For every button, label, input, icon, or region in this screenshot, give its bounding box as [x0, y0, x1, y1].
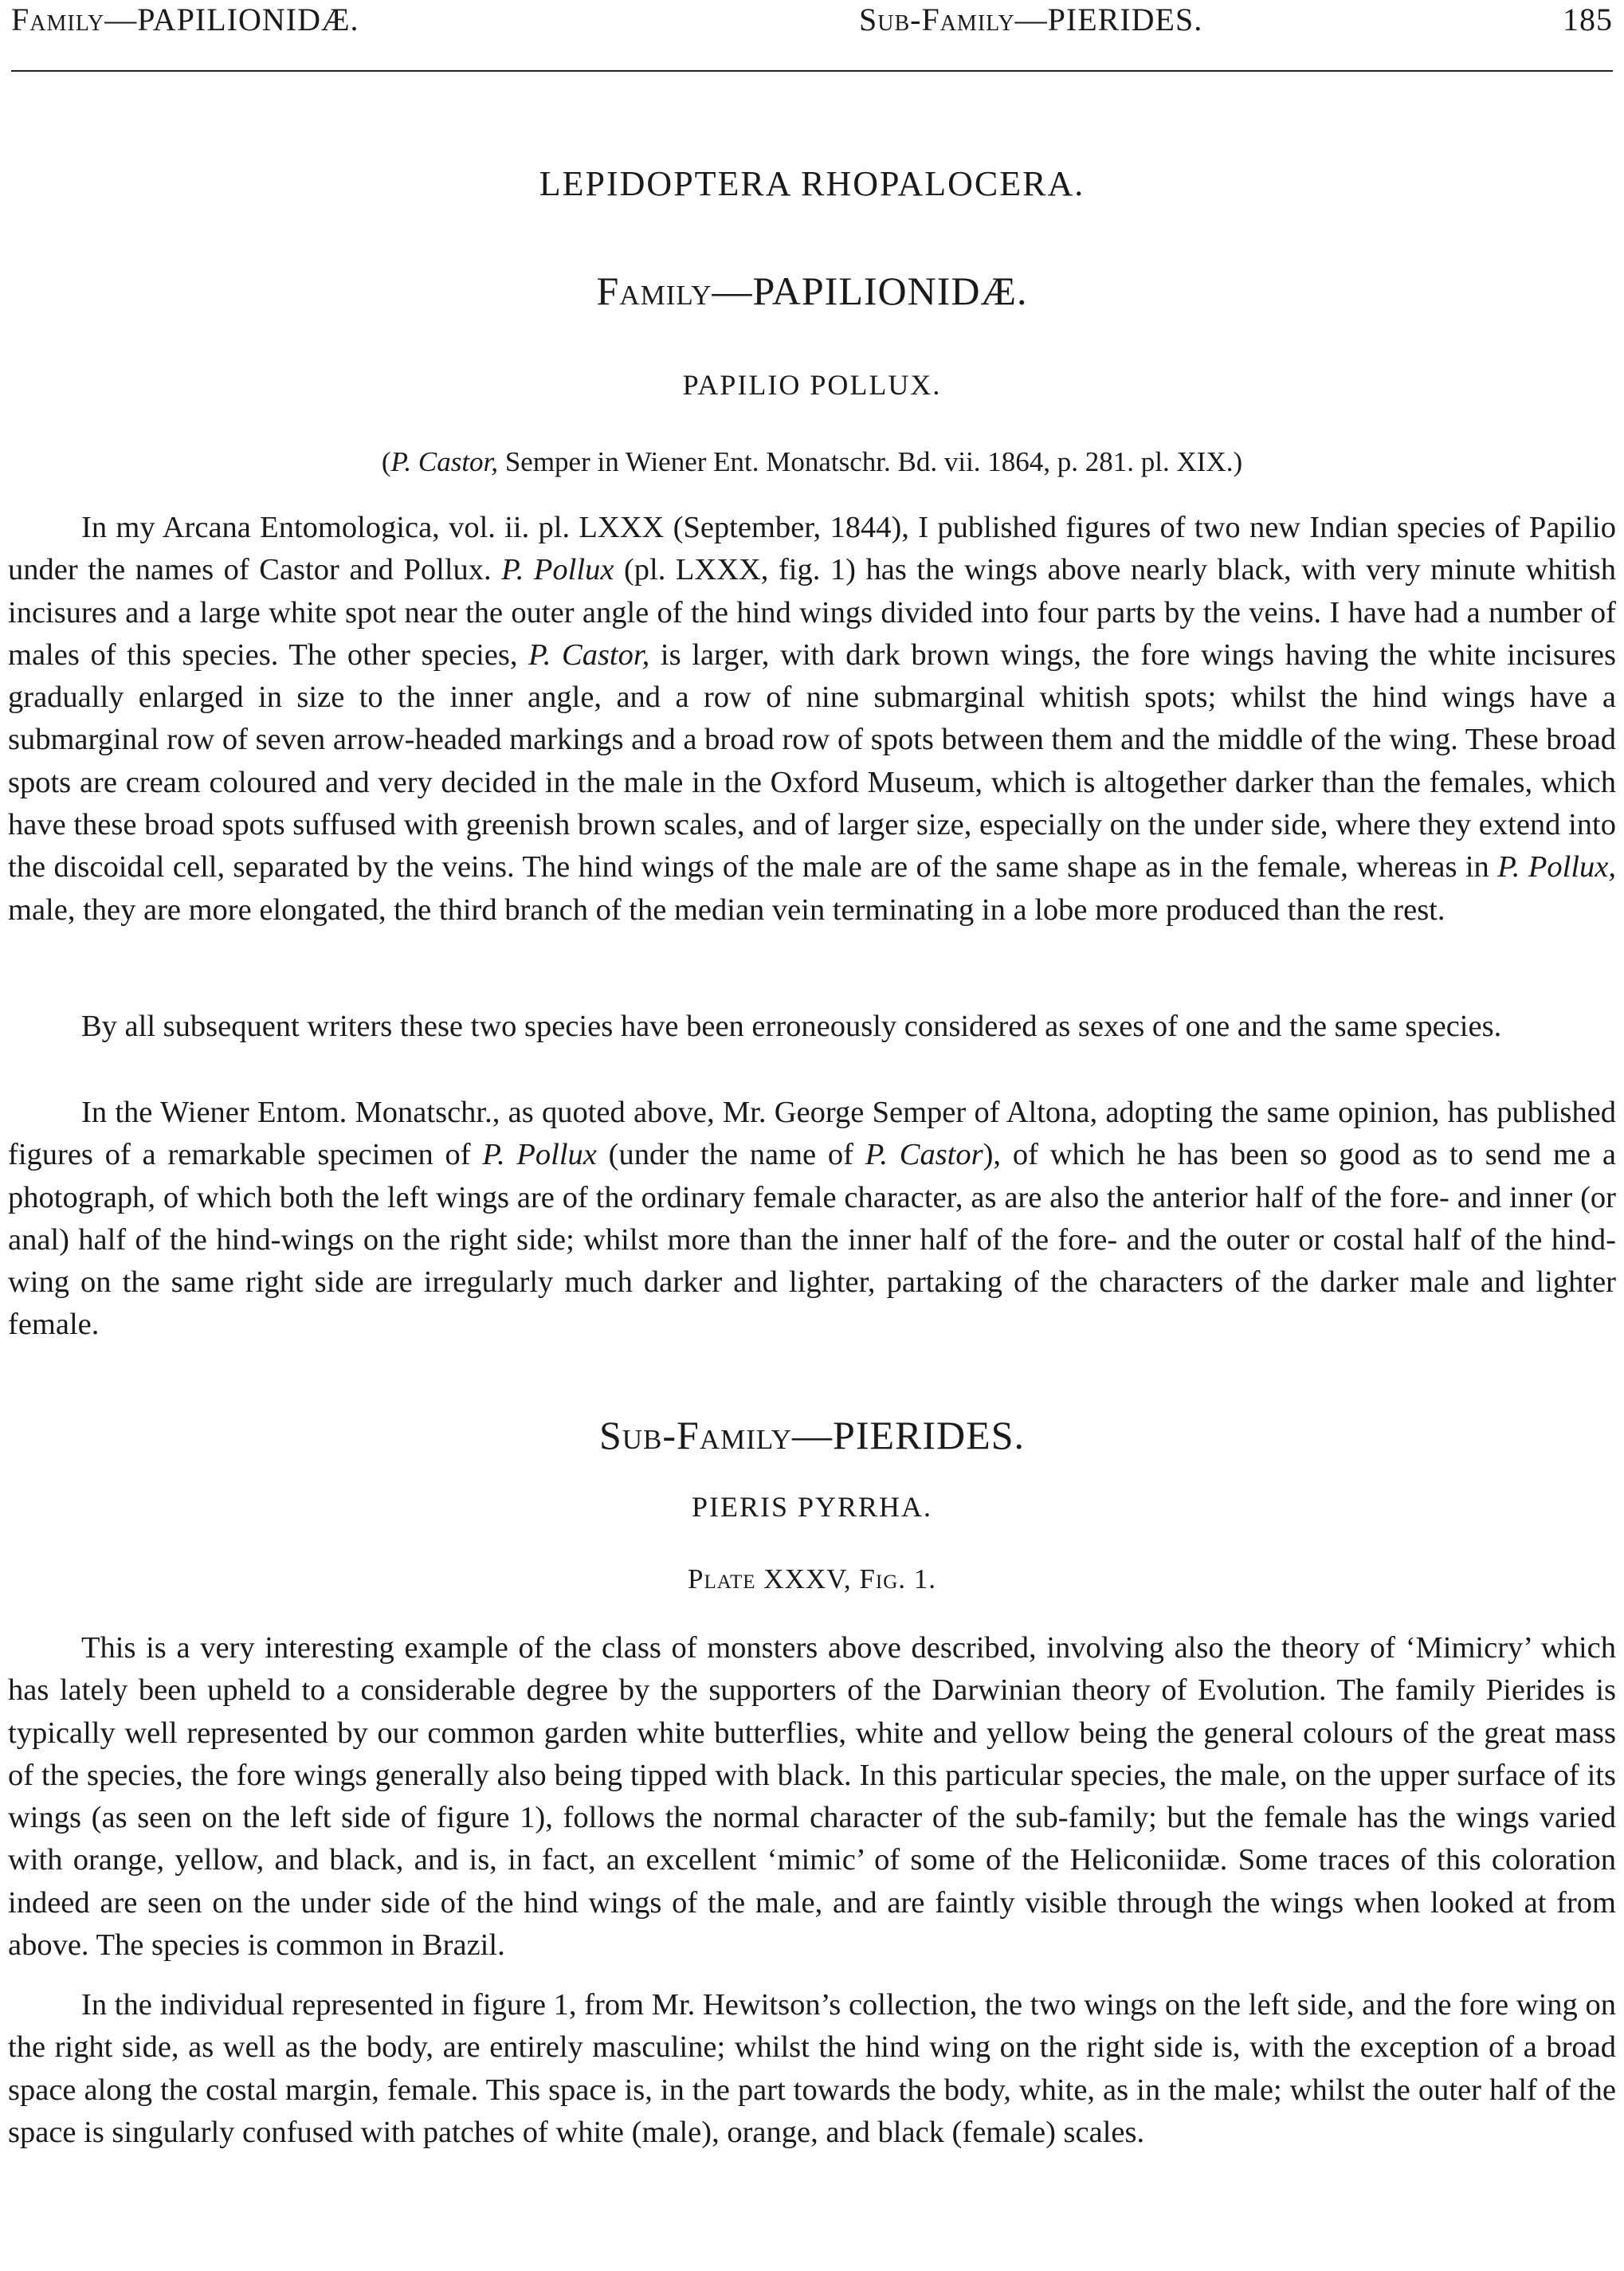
p3-italic-castor: P. Castor [865, 1138, 983, 1172]
header-family: Family—PAPILIONIDÆ. [11, 2, 359, 37]
paragraph-semper-specimen [8, 1092, 1616, 1347]
species-heading-pieris: PIERIS PYRRHA. [691, 1491, 933, 1523]
header-subfamily: Sub-Family—PIERIDES. [859, 2, 1203, 37]
p1-italic-pollux: P. Pollux [501, 553, 614, 587]
p3-text-b: (under the name of [596, 1138, 865, 1172]
p3-text-c: ), of which he has been so good as to send me a photograph, of which both the left wings are of the ordinary female character, as are also the anterior half of the fore- and inner (or anal) half of the hind-wings on the right side; whilst more than the inner half of the fore- and the outer or costal half of the hind-wing on the same right side are irregularly much darker and lighter, partaking of the characters of the darker male and lighter female. [8, 1138, 1616, 1342]
p1-text-c: is larger, with dark brown wings, the fore wings having the white incisures gradually enlarged in size to the inner angle, and a row of nine submarginal whitish spots; whilst the hind wings have a submarginal row of seven arrow-headed markings and a broad row of spots between them and the middle of the wing. These broad spots are cream coloured and very decided in the male in the Oxford Museum, which is altogether darker than the females, which have these broad spots suffused with greenish brown scales, and of larger size, especially on the under side, where they extend into the discoidal cell, separated by the veins. The hind wings of the male are of the same shape as in the female, whereas in [8, 637, 1616, 884]
p1-text-b: (pl. LXXX, fig. 1) has the wings above nearly black, with very minute whitish incisures and a large white spot near the outer angle of the hind wings divided into four parts by the veins. I have had a number of males of this species. The other species, [8, 553, 1616, 672]
family-heading: Family—PAPILIONIDÆ. [596, 269, 1028, 313]
p1-text-d: male, they are more elongated, the third branch of the median vein terminating in a lobe more produced than the rest. [8, 892, 1446, 927]
p3-italic-pollux: P. Pollux [482, 1138, 597, 1172]
p1-italic-castor: P. Castor, [528, 637, 650, 672]
paragraph-erroneous-sexes: By all subsequent writers these two species have been erroneously considered as sexes of one and the same species. [81, 1010, 1502, 1043]
p3-text-a: In the Wiener Entom. Monatschr., as quoted above, Mr. George Semper of Altona, adopting the same opinion, has published figures of a remarkable specimen of [8, 1096, 1616, 1172]
paragraph-papilio-description [8, 507, 1616, 932]
page-number: 185 [1563, 2, 1613, 37]
main-title: LEPIDOPTERA RHOPALOCERA. [539, 164, 1085, 203]
p1-text-a: In my Arcana Entomologica, vol. ii. pl. LXXX (September, 1844), I published figures of two new Indian species of Papilio under the names of Castor and Pollux. [8, 511, 1616, 587]
species-heading-papilio: PAPILIO POLLUX. [682, 369, 942, 401]
subfamily-heading: Sub-Family—PIERIDES. [598, 1413, 1026, 1457]
header-rule [11, 70, 1613, 72]
p1-italic-pollux-2: P. Pollux, [1497, 850, 1616, 884]
species-citation: (P. Castor, Semper in Wiener Ent. Monatschr. Bd. vii. 1864, p. 281. pl. XIX.) [381, 446, 1243, 477]
paragraph-hewitson-specimen: In the individual represented in figure 1, from Mr. Hewitson’s collection, the two wings on the left side, and the fore wing on the right side, as well as the body, are entirely masculine; whilst the hind wing on the right side is, with the exception of a broad space along the costal margin, female. This space is, in the part towards the body, white, as in the male; whilst the outer half of the space is singularly confused with patches of white (male), orange, and black (female) scales. [8, 1988, 1616, 2149]
running-header [11, 0, 1613, 46]
citation-text: Semper in Wiener Ent. Monatschr. Bd. vii. 1864, p. 281. pl. XIX.) [498, 446, 1243, 477]
paragraph-mimicry: This is a very interesting example of the class of monsters above described, involving also the theory of ‘Mimicry’ which has lately been upheld to a considerable degree by the supporters of the Darwinian theory of Evolution. The family Pierides is typically well represented by our common garden white butterflies, white and yellow being the general colours of the great mass of the species, the fore wings generally also being tipped with black. In this particular species, the male, on the upper surface of its wings (as seen on the left side of figure 1), follows the normal character of the sub-family; but the female has the wings varied with orange, yellow, and black, and is, in fact, an excellent ‘mimic’ of some of the Heliconiidæ. Some traces of this coloration indeed are seen on the under side of the hind wings of the male, and are faintly visible through the wings when looked at from above. The species is common in Brazil. [8, 1631, 1616, 1963]
citation-italic: P. Castor, [390, 446, 499, 477]
plate-reference: Plate XXXV, Fig. 1. [688, 1563, 936, 1594]
